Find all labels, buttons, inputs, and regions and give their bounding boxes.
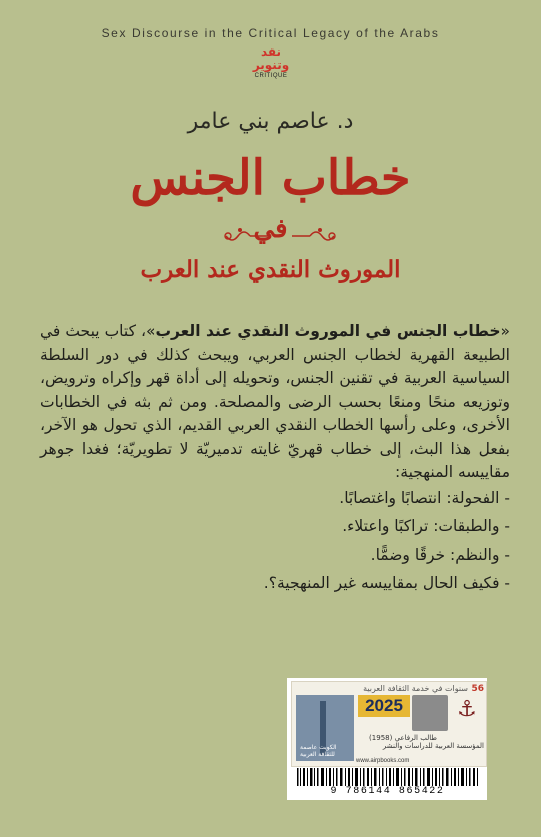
blurb-point: - والطبقات: تراكبًا واعتلاء. [342, 517, 510, 535]
stamp-year: 2025 [358, 695, 410, 717]
english-title: Sex Discourse in the Critical Legacy of the Arabs [101, 26, 440, 40]
barcode-sticker [287, 678, 487, 800]
isbn-barcode [295, 768, 480, 786]
publisher-url: www.airpbooks.com [356, 758, 410, 764]
blurb-book-name: خطاب الجنس في الموروث النقدي عند العرب [155, 322, 501, 340]
blurb-quote-open: « [500, 322, 510, 340]
blurb-body: »، كتاب يبحث في الطبيعة القهرية لخطاب الجنس العربي، ويبحث كذلك في دور السلطة السياسية العربية في تقنين الجنس، وتحويله إلى أداة قهر وإكراه وترويض، وتوزيعه منحًا ومنعًا بحسب الرضى والمصلحة. ومن ثم بثه في الخطابات الأخرى، وعلى رأسها الخطاب النقدي العربي القديم، الذي تحول هو الآخر، بفعل هذا البث، إلى خطاب قهريّ غايته تدميريّة لا تطويريّة؛ فغدا جوهر مقاييسه المنهجية: [40, 322, 510, 481]
book-subtitle: الموروث النقدي عند العرب [140, 256, 401, 283]
stamp-header: سنوات في خدمة الثقافة العربية [363, 684, 468, 693]
book-title: خطاب الجنس [130, 150, 411, 206]
author-portrait [412, 695, 448, 731]
publisher-logo-english: CRITIQUE [254, 73, 288, 79]
blurb-paragraph [40, 320, 510, 485]
title-preposition: في [253, 214, 288, 244]
blurb-point: - فكيف الحال بمقاييسه غير المنهجية؟. [263, 574, 510, 592]
isbn-number: 9 786144 865422 [330, 786, 445, 797]
stamp-years: 56 [471, 684, 484, 694]
blurb-text [40, 320, 510, 601]
kuwait-tower-photo [296, 695, 354, 761]
publisher-logo [250, 45, 292, 79]
author-name: د. عاصم بني عامر [187, 109, 354, 134]
blurb-points [40, 487, 510, 596]
publisher-name: المؤسسة العربية للدراسات والنشر [382, 742, 484, 750]
blurb-point: - والنظم: خرقًا وضمًّا. [370, 545, 510, 564]
publisher-logo-arabic: نقد وتنوير [252, 45, 290, 72]
blurb-point: - الفحولة: انتصابًا واغتصابًا. [339, 488, 510, 507]
emblem-icon: ⚓ [457, 697, 477, 722]
portrait-name: طالب الرفاعي (1958) [369, 734, 437, 742]
anniversary-stamp [291, 681, 487, 767]
photo-caption: الكويت عاصمة للثقافة العربية [300, 744, 337, 758]
